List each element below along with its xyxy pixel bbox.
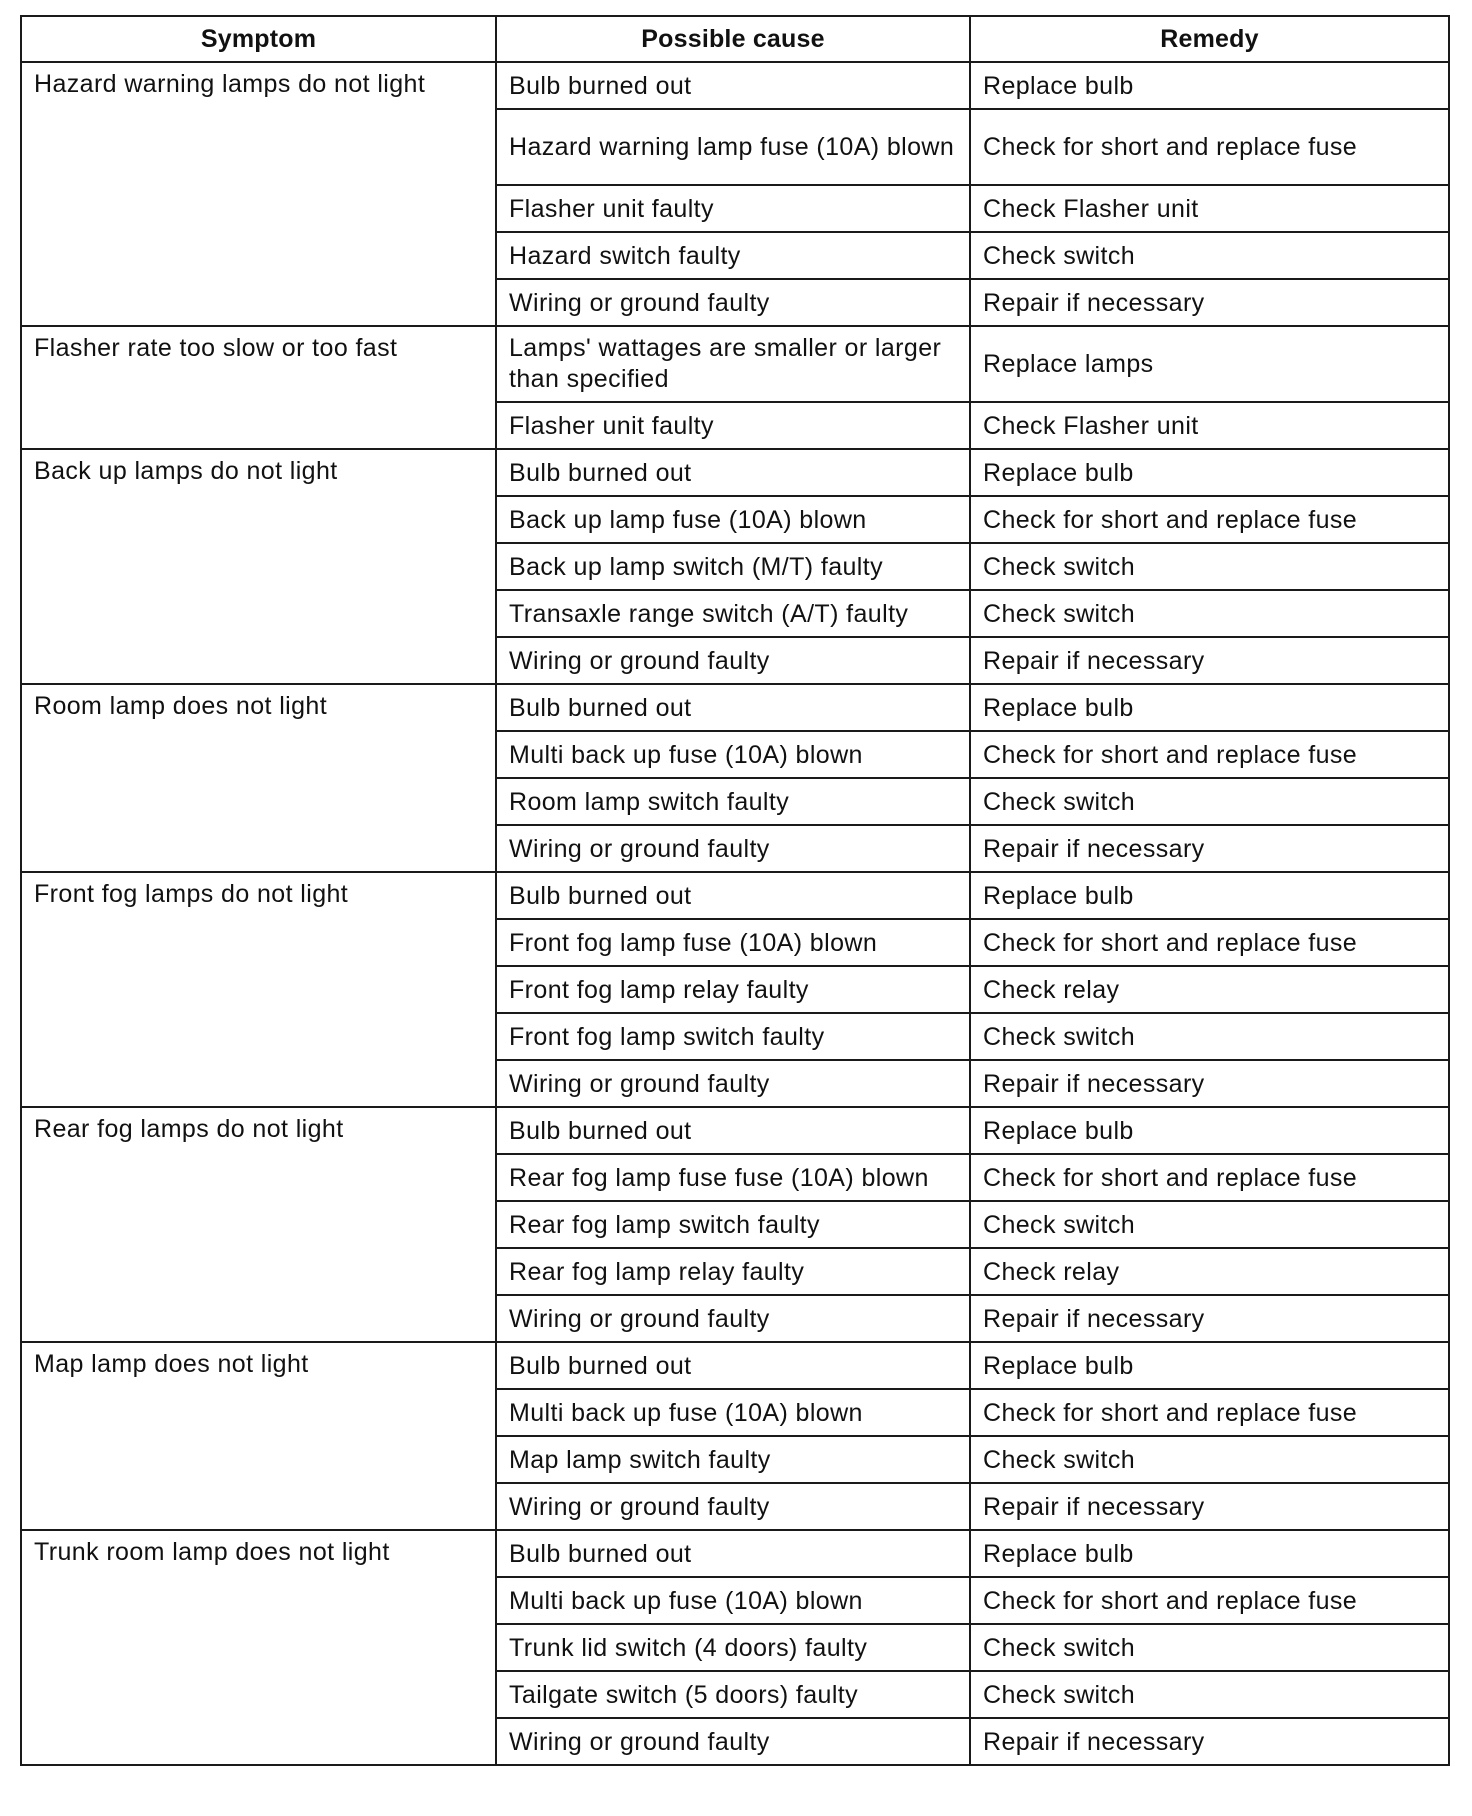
remedy-cell: Repair if necessary	[970, 637, 1449, 684]
cause-cell: Bulb burned out	[496, 62, 970, 109]
remedy-cell: Check switch	[970, 1013, 1449, 1060]
cause-cell: Front fog lamp switch faulty	[496, 1013, 970, 1060]
symptom-cell: Back up lamps do not light	[21, 449, 496, 684]
remedy-cell: Check for short and replace fuse	[970, 1389, 1449, 1436]
cause-cell: Multi back up fuse (10A) blown	[496, 1577, 970, 1624]
table-row	[21, 449, 1449, 496]
symptom-cell: Rear fog lamps do not light	[21, 1107, 496, 1342]
remedy-cell: Check switch	[970, 778, 1449, 825]
remedy-cell: Repair if necessary	[970, 279, 1449, 326]
remedy-cell: Check switch	[970, 543, 1449, 590]
remedy-cell: Check switch	[970, 1671, 1449, 1718]
remedy-cell: Check for short and replace fuse	[970, 496, 1449, 543]
cause-cell: Lamps' wattages are smaller or larger than specified	[496, 326, 970, 402]
remedy-cell: Check switch	[970, 1201, 1449, 1248]
symptom-cell: Front fog lamps do not light	[21, 872, 496, 1107]
remedy-cell: Replace bulb	[970, 872, 1449, 919]
remedy-cell: Replace bulb	[970, 1107, 1449, 1154]
cause-cell: Map lamp switch faulty	[496, 1436, 970, 1483]
cause-cell: Front fog lamp fuse (10A) blown	[496, 919, 970, 966]
cause-cell: Wiring or ground faulty	[496, 825, 970, 872]
remedy-cell: Check switch	[970, 232, 1449, 279]
header-row	[21, 16, 1449, 62]
remedy-cell: Repair if necessary	[970, 825, 1449, 872]
header-possible-cause: Possible cause	[496, 16, 970, 62]
remedy-cell: Check Flasher unit	[970, 402, 1449, 449]
table-row	[21, 872, 1449, 919]
symptom-cell: Trunk room lamp does not light	[21, 1530, 496, 1765]
cause-cell: Bulb burned out	[496, 1107, 970, 1154]
cause-cell: Bulb burned out	[496, 684, 970, 731]
remedy-cell: Check switch	[970, 1624, 1449, 1671]
remedy-cell: Replace bulb	[970, 1342, 1449, 1389]
table-body	[21, 62, 1449, 1765]
remedy-cell: Replace lamps	[970, 326, 1449, 402]
cause-cell: Trunk lid switch (4 doors) faulty	[496, 1624, 970, 1671]
remedy-cell: Check Flasher unit	[970, 185, 1449, 232]
cause-cell: Back up lamp fuse (10A) blown	[496, 496, 970, 543]
remedy-cell: Repair if necessary	[970, 1718, 1449, 1765]
cause-cell: Bulb burned out	[496, 872, 970, 919]
cause-cell: Flasher unit faulty	[496, 402, 970, 449]
cause-cell: Wiring or ground faulty	[496, 1718, 970, 1765]
remedy-cell: Repair if necessary	[970, 1483, 1449, 1530]
cause-cell: Bulb burned out	[496, 1530, 970, 1577]
header-symptom: Symptom	[21, 16, 496, 62]
cause-cell: Multi back up fuse (10A) blown	[496, 1389, 970, 1436]
cause-cell: Rear fog lamp switch faulty	[496, 1201, 970, 1248]
cause-cell: Tailgate switch (5 doors) faulty	[496, 1671, 970, 1718]
symptom-cell: Map lamp does not light	[21, 1342, 496, 1530]
cause-cell: Bulb burned out	[496, 1342, 970, 1389]
cause-cell: Bulb burned out	[496, 449, 970, 496]
symptom-cell: Hazard warning lamps do not light	[21, 62, 496, 326]
cause-cell: Multi back up fuse (10A) blown	[496, 731, 970, 778]
remedy-cell: Check for short and replace fuse	[970, 731, 1449, 778]
cause-cell: Hazard switch faulty	[496, 232, 970, 279]
troubleshooting-table	[20, 15, 1450, 1766]
cause-cell: Wiring or ground faulty	[496, 1483, 970, 1530]
table-row	[21, 62, 1449, 109]
cause-cell: Back up lamp switch (M/T) faulty	[496, 543, 970, 590]
table-row	[21, 1107, 1449, 1154]
table-row	[21, 326, 1449, 402]
cause-cell: Wiring or ground faulty	[496, 279, 970, 326]
table-row	[21, 684, 1449, 731]
remedy-cell: Check relay	[970, 966, 1449, 1013]
table-row	[21, 1342, 1449, 1389]
remedy-cell: Replace bulb	[970, 684, 1449, 731]
remedy-cell: Repair if necessary	[970, 1060, 1449, 1107]
remedy-cell: Replace bulb	[970, 62, 1449, 109]
remedy-cell: Check switch	[970, 1436, 1449, 1483]
cause-cell: Flasher unit faulty	[496, 185, 970, 232]
table-row	[21, 1530, 1449, 1577]
cause-cell: Rear fog lamp relay faulty	[496, 1248, 970, 1295]
remedy-cell: Check for short and replace fuse	[970, 919, 1449, 966]
header-remedy: Remedy	[970, 16, 1449, 62]
remedy-cell: Replace bulb	[970, 449, 1449, 496]
cause-cell: Transaxle range switch (A/T) faulty	[496, 590, 970, 637]
symptom-cell: Flasher rate too slow or too fast	[21, 326, 496, 449]
remedy-cell: Check for short and replace fuse	[970, 109, 1449, 185]
cause-cell: Wiring or ground faulty	[496, 1060, 970, 1107]
remedy-cell: Check switch	[970, 590, 1449, 637]
remedy-cell: Check for short and replace fuse	[970, 1154, 1449, 1201]
cause-cell: Rear fog lamp fuse fuse (10A) blown	[496, 1154, 970, 1201]
remedy-cell: Replace bulb	[970, 1530, 1449, 1577]
cause-cell: Front fog lamp relay faulty	[496, 966, 970, 1013]
symptom-cell: Room lamp does not light	[21, 684, 496, 872]
cause-cell: Wiring or ground faulty	[496, 1295, 970, 1342]
remedy-cell: Repair if necessary	[970, 1295, 1449, 1342]
cause-cell: Room lamp switch faulty	[496, 778, 970, 825]
cause-cell: Hazard warning lamp fuse (10A) blown	[496, 109, 970, 185]
remedy-cell: Check for short and replace fuse	[970, 1577, 1449, 1624]
remedy-cell: Check relay	[970, 1248, 1449, 1295]
cause-cell: Wiring or ground faulty	[496, 637, 970, 684]
